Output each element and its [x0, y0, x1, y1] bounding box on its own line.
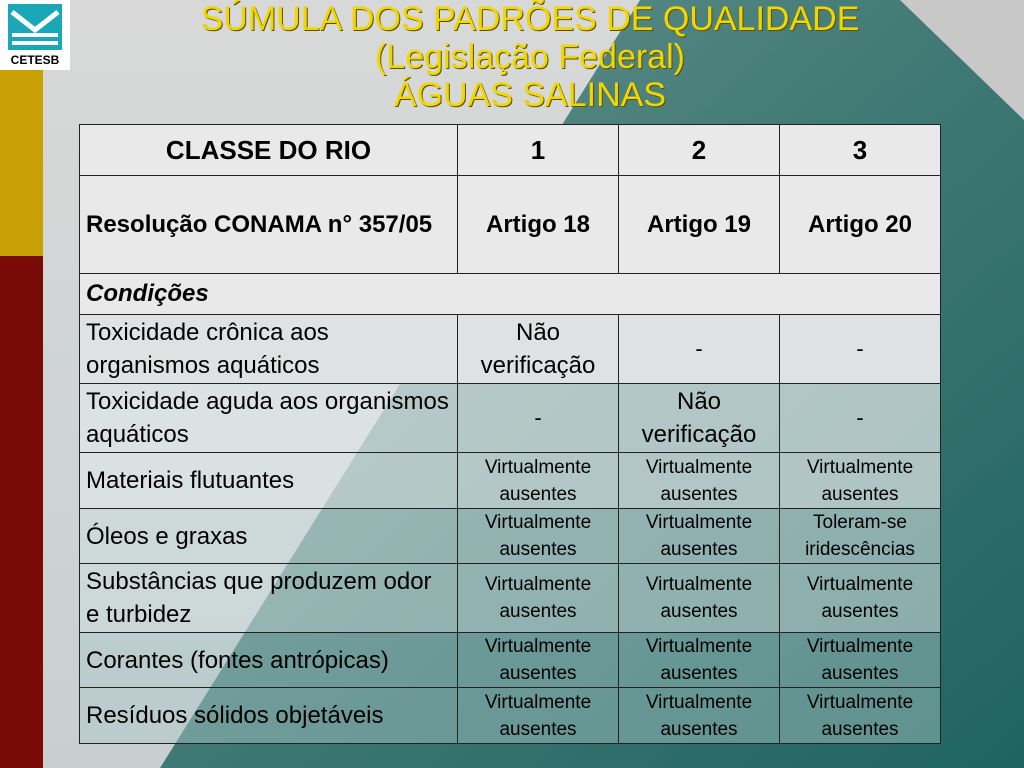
title-line-1: SÚMULA DOS PADRÕES DE QUALIDADE [200, 0, 860, 38]
row-label: Toxicidade aguda aos organismos aquáticos [80, 384, 458, 453]
section-label: Condições [80, 274, 941, 315]
row-label: Corantes (fontes antrópicas) [80, 633, 458, 688]
row-class-3: - [780, 384, 941, 453]
row-class-1: Virtualmente ausentes [458, 509, 619, 564]
row-class-2: Virtualmente ausentes [619, 564, 780, 633]
quality-standards-table [79, 124, 941, 744]
row-class-3: Toleram-se iridescências [780, 509, 941, 564]
row-label: Substâncias que produzem odor e turbidez [80, 564, 458, 633]
section-row [80, 274, 941, 315]
row-class-2: Virtualmente ausentes [619, 453, 780, 509]
table-row [80, 315, 941, 384]
table-row [80, 509, 941, 564]
logo [0, 0, 70, 70]
red-side-bar [0, 256, 43, 768]
row-class-1: Não verificação [458, 315, 619, 384]
resolution-class-3: Artigo 20 [780, 176, 941, 274]
row-class-3: Virtualmente ausentes [780, 633, 941, 688]
row-class-3: Virtualmente ausentes [780, 688, 941, 744]
cetesb-logo-icon [8, 4, 62, 50]
header-class-3: 3 [780, 125, 941, 176]
row-class-1: Virtualmente ausentes [458, 688, 619, 744]
row-class-3: Virtualmente ausentes [780, 564, 941, 633]
resolution-class-1: Artigo 18 [458, 176, 619, 274]
header-class-1: 1 [458, 125, 619, 176]
table-row [80, 453, 941, 509]
resolution-row [80, 176, 941, 274]
row-class-1: Virtualmente ausentes [458, 453, 619, 509]
gold-side-bar [0, 70, 43, 256]
title-line-2: (Legislação Federal) [375, 38, 685, 76]
title-line-3: ÁGUAS SALINAS [393, 76, 667, 114]
row-class-2: Virtualmente ausentes [619, 633, 780, 688]
row-label: Materiais flutuantes [80, 453, 458, 509]
row-class-2: - [619, 315, 780, 384]
row-label: Óleos e graxas [80, 509, 458, 564]
row-class-3: - [780, 315, 941, 384]
slide-title [110, 0, 950, 114]
row-class-1: Virtualmente ausentes [458, 564, 619, 633]
table-row [80, 384, 941, 453]
row-label: Resíduos sólidos objetáveis [80, 688, 458, 744]
header-class-label: CLASSE DO RIO [80, 125, 458, 176]
resolution-class-2: Artigo 19 [619, 176, 780, 274]
row-class-3: Virtualmente ausentes [780, 453, 941, 509]
header-class-2: 2 [619, 125, 780, 176]
table-row [80, 633, 941, 688]
table-row [80, 688, 941, 744]
table-header-row [80, 125, 941, 176]
logo-text: CETESB [10, 53, 60, 67]
row-class-1: - [458, 384, 619, 453]
resolution-label: Resolução CONAMA n° 357/05 [80, 176, 458, 274]
row-class-2: Virtualmente ausentes [619, 688, 780, 744]
table-row [80, 564, 941, 633]
row-label: Toxicidade crônica aos organismos aquáticos [80, 315, 458, 384]
row-class-2: Virtualmente ausentes [619, 509, 780, 564]
row-class-2: Não verificação [619, 384, 780, 453]
row-class-1: Virtualmente ausentes [458, 633, 619, 688]
